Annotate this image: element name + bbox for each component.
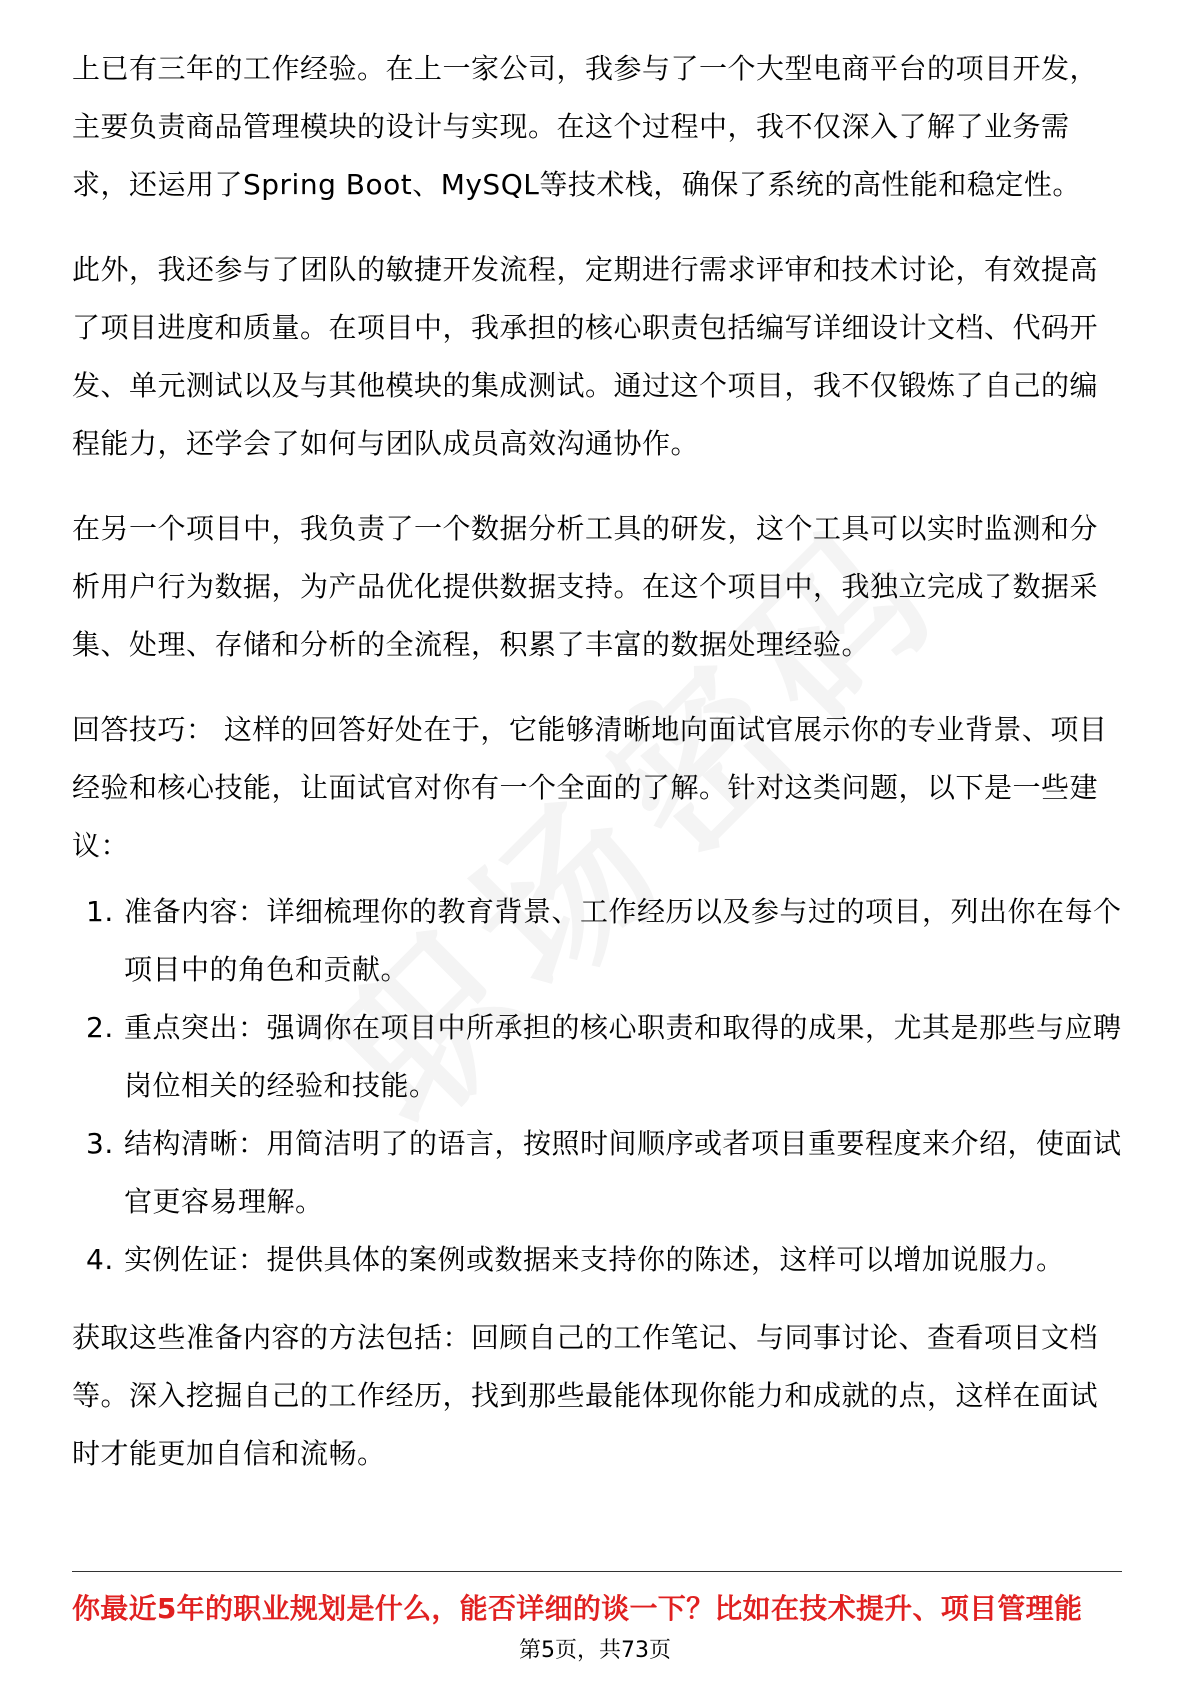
paragraph-answer-tips: 回答技巧： 这样的回答好处在于，它能够清晰地向面试官展示你的专业背景、项目经验和核心技能，让面试官对你有一个全面的了解。针对这类问题，以下是一些建议：	[72, 713, 1108, 862]
divider	[72, 1571, 1122, 1572]
list-item-text: 实例佐证：提供具体的案例或数据来支持你的陈述，这样可以增加说服力。	[124, 1243, 1065, 1276]
list-item-text: 结构清晰：用简洁明了的语言，按照时间顺序或者项目重要程度来介绍，使面试官更容易理解。	[124, 1127, 1122, 1218]
paragraph-closing: 获取这些准备内容的方法包括：回顾自己的工作笔记、与同事讨论、查看项目文档等。深入挖掘自己的工作经历，找到那些最能体现你能力和成就的点，这样在面试时才能更加自信和流畅。	[72, 1321, 1099, 1470]
list-item	[72, 883, 1122, 999]
list-item	[72, 1231, 1122, 1289]
list-item-text: 准备内容：详细梳理你的教育背景、工作经历以及参与过的项目，列出你在每个项目中的角色和贡献。	[124, 895, 1122, 986]
tips-list	[72, 883, 1122, 1289]
list-item	[72, 999, 1122, 1115]
list-item-number: 3.	[86, 1127, 114, 1160]
paragraph-data-tool: 在另一个项目中，我负责了一个数据分析工具的研发，这个工具可以实时监测和分析用户行为数据，为产品优化提供数据支持。在这个项目中，我独立完成了数据采集、处理、存储和分析的全流程，积累了丰富的数据处理经验。	[72, 512, 1099, 661]
next-question-heading: 你最近5年的职业规划是什么，能否详细的谈一下？比如在技术提升、项目管理能	[72, 1592, 1083, 1625]
list-item-text: 重点突出：强调你在项目中所承担的核心职责和取得的成果，尤其是那些与应聘岗位相关的经验和技能。	[124, 1011, 1122, 1102]
paragraph-experience: 上已有三年的工作经验。在上一家公司，我参与了一个大型电商平台的项目开发，主要负责商品管理模块的设计与实现。在这个过程中，我不仅深入了解了业务需求，还运用了Spring Boot、MySQL等技术栈，确保了系统的高性能和稳定性。	[72, 52, 1099, 201]
paragraph-agile: 此外，我还参与了团队的敏捷开发流程，定期进行需求评审和技术讨论，有效提高了项目进度和质量。在项目中，我承担的核心职责包括编写详细设计文档、代码开发、单元测试以及与其他模块的集成测试。通过这个项目，我不仅锻炼了自己的编程能力，还学会了如何与团队成员高效沟通协作。	[72, 253, 1099, 460]
list-item-number: 4.	[86, 1243, 114, 1276]
list-item-number: 1.	[86, 895, 114, 928]
list-item-number: 2.	[86, 1011, 114, 1044]
document-body	[72, 40, 1122, 1510]
list-item	[72, 1115, 1122, 1231]
page-number: 第5页，共73页	[519, 1638, 671, 1663]
